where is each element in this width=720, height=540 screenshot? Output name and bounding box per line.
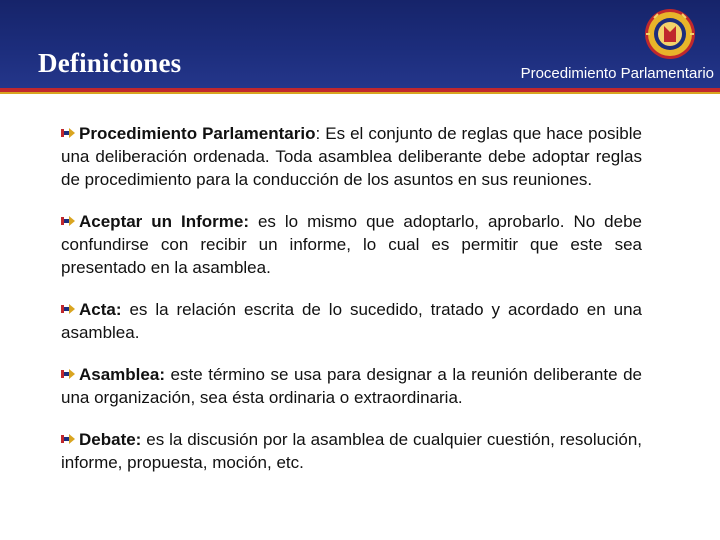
slide-subtitle: Procedimiento Parlamentario bbox=[520, 65, 714, 82]
definition-item bbox=[61, 363, 642, 409]
slide-title: Definiciones bbox=[38, 48, 182, 78]
bullet-arrow-icon bbox=[61, 369, 75, 379]
definition-item bbox=[61, 210, 642, 279]
definition-term: Procedimiento Parlamentario bbox=[79, 124, 316, 143]
definition-text: es la discusión por la asamblea de cualquier cuestión, resolución, informe, propuesta, moción, etc. bbox=[61, 430, 642, 472]
definitions-list bbox=[61, 122, 642, 493]
bullet-arrow-icon bbox=[61, 434, 75, 444]
definition-term: Acta: bbox=[79, 300, 122, 319]
bullet-arrow-icon bbox=[61, 128, 75, 138]
definition-term: Aceptar un Informe: bbox=[79, 212, 249, 231]
slide-header bbox=[0, 0, 720, 88]
definition-text: es la relación escrita de lo sucedido, tratado y acordado en una asamblea. bbox=[61, 300, 642, 342]
bullet-arrow-icon bbox=[61, 304, 75, 314]
definition-term: Asamblea: bbox=[79, 365, 165, 384]
header-divider-gold bbox=[0, 92, 720, 94]
definition-text: este término se usa para designar a la reunión deliberante de una organización, sea ésta ordinaria o extraordinaria. bbox=[61, 365, 642, 407]
definition-item bbox=[61, 298, 642, 344]
definition-item bbox=[61, 428, 642, 474]
bullet-arrow-icon bbox=[61, 216, 75, 226]
definition-item bbox=[61, 122, 642, 191]
definition-separator: : bbox=[315, 124, 321, 143]
definition-term: Debate: bbox=[79, 430, 142, 449]
definition-text: es lo mismo que adoptarlo, aprobarlo. No debe confundirse con recibir un informe, lo cual es permitir que este sea presentado en la asamblea. bbox=[61, 212, 642, 277]
definition-text: Es el conjunto de reglas que hace posible una deliberación ordenada. Toda asamblea deliberante debe adoptar reglas de procedimiento para la conducción de los asuntos en sus reuniones. bbox=[61, 124, 642, 189]
emblem-seal-icon bbox=[644, 8, 696, 60]
